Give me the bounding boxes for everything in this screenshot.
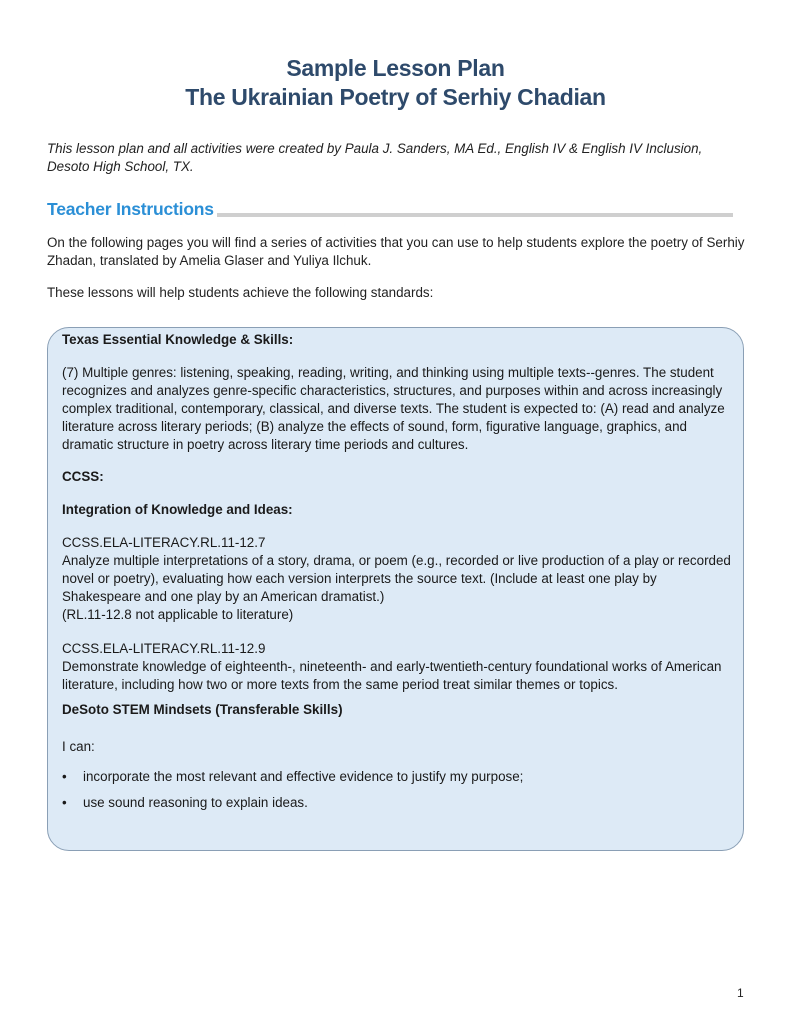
list-item <box>62 794 737 812</box>
bullet-text: incorporate the most relevant and effective evidence to justify my purpose; <box>83 769 524 784</box>
teks-text: (7) Multiple genres: listening, speaking, reading, writing, and thinking using multiple texts--genres. The student recognizes and analyzes genre-specific characteristics, structures, and purposes within and across increasingly complex traditional, contemporary, classical, and diverse texts. The student is expected to: (A) read and analyze literature across literary periods; (B) analyze the effects of sound, form, figurative language, graphics, and dramatic structure in poetry across literary time periods and cultures. <box>62 365 725 452</box>
mindsets-bullet-list <box>62 768 737 820</box>
page-title-line1: Sample Lesson Plan <box>286 55 505 81</box>
teks-heading: Texas Essential Knowledge & Skills: <box>62 332 294 347</box>
page-title-line2: The Ukrainian Poetry of Serhiy Chadian <box>185 84 606 110</box>
standard1-code: CCSS.ELA-LITERACY.RL.11-12.7 <box>62 535 266 550</box>
section-heading-teacher-instructions <box>47 199 733 220</box>
ccss-heading: CCSS: <box>62 469 104 484</box>
page-number: 1 <box>737 986 744 1000</box>
integration-heading: Integration of Knowledge and Ideas: <box>62 502 293 517</box>
bullet-text: use sound reasoning to explain ideas. <box>83 795 308 810</box>
bullet-icon: • <box>62 795 67 810</box>
mindsets-heading: DeSoto STEM Mindsets (Transferable Skills) <box>62 702 343 717</box>
standards-intro-paragraph: These lessons will help students achieve the following standards: <box>47 285 434 300</box>
standard1-text: Analyze multiple interpretations of a story, drama, or poem (e.g., recorded or live production of a play or recorded novel or poetry), evaluating how each version interprets the source text. (Include at least one play by Shakespeare and one play by an American dramatist.) <box>62 553 731 604</box>
standards-box <box>47 327 744 851</box>
standard2-text: Demonstrate knowledge of eighteenth-, nineteenth- and early-twentieth-century foundational works of American literature, including how two or more texts from the same period treat similar themes or topics. <box>62 659 722 692</box>
author-credit: This lesson plan and all activities were created by Paula J. Sanders, MA Ed., English IV & English IV Inclusion, Desoto High School, TX. <box>47 141 703 174</box>
standard2-code: CCSS.ELA-LITERACY.RL.11-12.9 <box>62 641 266 656</box>
intro-paragraph: On the following pages you will find a series of activities that you can use to help students explore the poetry of Serhiy Zhadan, translated by Amelia Glaser and Yuliya Ilchuk. <box>47 235 745 268</box>
section-heading-label: Teacher Instructions <box>47 199 214 219</box>
section-rule-divider <box>217 213 733 217</box>
i-can-label: I can: <box>62 739 95 754</box>
bullet-icon: • <box>62 769 67 784</box>
list-item <box>62 768 737 786</box>
standard1-note: (RL.11-12.8 not applicable to literature) <box>62 607 294 622</box>
